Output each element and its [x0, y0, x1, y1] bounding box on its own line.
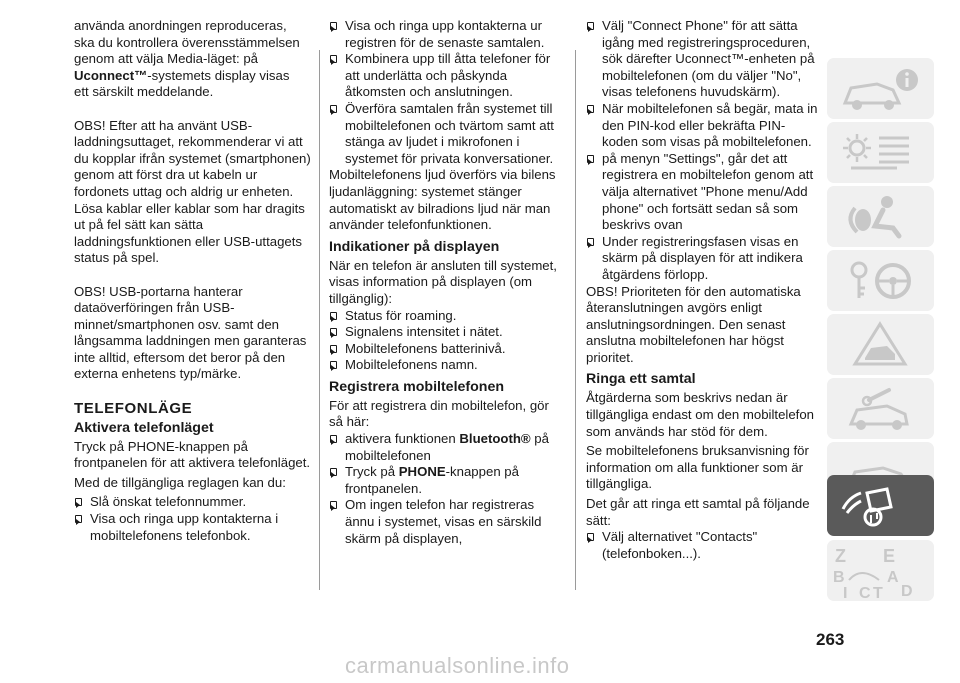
bullet-item: Tryck på PHONE-knappen på frontpanelen. [329, 464, 564, 497]
paragraph: För att registrera din mobiltelefon, gör så här: [329, 397, 549, 430]
index-letter: A [887, 569, 899, 586]
paragraph: Mobiltelefonens ljud överförs via bilens ljudanläggning: systemet stänger automatiskt av bilradions ljud när man använder telefonfunktionen. [329, 167, 556, 233]
bullet-item: Överföra samtalen från systemet till mobiltelefonen och tvärtom samt att stänga av ljudet i mikrofonen i systemet för privata konversationer. [329, 101, 564, 167]
tab-emergency[interactable] [827, 314, 934, 375]
bullet-item: När mobiltelefonen så begär, mata in den PIN-kod eller bekräfta PIN-koden som visas på mobiltelefonen. [586, 101, 821, 151]
index-letter: C [859, 585, 871, 601]
index-letter: Z [835, 546, 846, 566]
section-title: TELEFONLÄGE [74, 399, 193, 417]
paragraph: använda anordningen reproduceras, ska du kontrollera överensstämmelsen genom att välja Media-läget: på Uconnect™-systemets display visas ett särskilt meddelande. [74, 18, 300, 100]
bullet-item: Om ingen telefon har registreras ännu i systemet, visas en särskild skärm på displayen, [329, 497, 564, 547]
key-steering-icon [827, 250, 934, 311]
paragraph: OBS! USB-portarna hanterar dataöverföringen från USB-minnet/smartphonen osv. samt den långsamma laddningen men garanteras inte alltid, eftersom det beror på den externa enhetens typ/märke. [74, 283, 307, 382]
column-divider [319, 50, 320, 590]
tab-car-info[interactable] [827, 58, 934, 119]
paragraph: Se mobiltelefonens bruksanvisning för information om alla funktioner som är tillgängliga. [586, 443, 809, 492]
tab-dashboard[interactable] [827, 122, 934, 183]
bullet-item: Signalens intensitet i nätet. [329, 324, 564, 341]
bullet-item: Mobiltelefonens batterinivå. [329, 341, 564, 358]
paragraph: OBS! Efter att ha använt USB-laddningsuttaget, rekommenderar vi att du kopplar ifrån systemet (smartphonen) genom att först dra ut kabeln ur fordonets uttag och aldrig ur enheten. Lösa kablar eller kablar som har dragits ut på fel sätt kan sätta laddningsfunktionen eller USB-uttagets status på spel. [74, 117, 311, 266]
dashboard-lights-icon [827, 122, 934, 183]
bullet-item: på menyn "Settings", går det att registrera en mobiltelefon genom att välja alternativet "Phone menu/Add phone" och fortsätt sedan så som beskrivs ovan [586, 151, 821, 234]
tab-index[interactable] [827, 540, 934, 601]
subheading: Ringa ett samtal [586, 371, 696, 388]
column-2 [329, 18, 564, 547]
paragraph: OBS! Prioriteten för den automatiska återanslutningen avgörs enligt anslutningsordningen. Den senast anslutna mobiltelefonen har högst prioritet. [586, 283, 801, 365]
bullet-item: aktivera funktionen Bluetooth® på mobiltelefonen [329, 431, 564, 464]
page-number: 263 [816, 630, 845, 649]
watermark: carmanualsonline.info [345, 653, 570, 678]
paragraph: Åtgärderna som beskrivs nedan är tillgängliga endast om den mobiltelefon som används har stöd för dem. [586, 390, 814, 439]
subheading: Registrera mobiltelefonen [329, 378, 505, 395]
wrench-car-icon [827, 378, 934, 439]
subheading: Aktivera telefonläget [74, 419, 214, 436]
column-3 [586, 18, 821, 562]
tab-maintenance[interactable] [827, 378, 934, 439]
bullet-item: Slå önskat telefonnummer. [74, 494, 312, 511]
paragraph: Det går att ringa ett samtal på följande sätt: [586, 496, 810, 528]
column-divider [575, 50, 576, 590]
bullet-item: Mobiltelefonens namn. [329, 357, 564, 374]
index-letter: D [901, 583, 913, 600]
bullet-item: Välj alternativet "Contacts" (telefonboken...). [586, 529, 821, 562]
index-letter: I [843, 585, 848, 601]
car-info-icon [827, 58, 934, 119]
index-letter: B [833, 569, 845, 586]
paragraph: När en telefon är ansluten till systemet, visas information på displayen (om tillgänglig): [329, 257, 557, 306]
airbag-safety-icon [827, 186, 934, 247]
warning-breakdown-icon [827, 314, 934, 375]
index-letter: E [883, 546, 896, 566]
bullet-item: Välj "Connect Phone" för att sätta igång med registreringsproceduren, sök därefter Uconnect™-enheten på mobiltelefonen (om du väljer "No", visas telefonens huvudskärm). [586, 18, 821, 101]
bullet-item: Status för roaming. [329, 308, 564, 325]
bullet-item: Kombinera upp till åtta telefoner för att underlätta och påskynda åtkomsten och anslutningen. [329, 51, 564, 101]
paragraph: Tryck på PHONE-knappen på frontpanelen för att aktivera telefonläget. [74, 438, 311, 471]
index-letter: T [873, 585, 883, 601]
tab-safety[interactable] [827, 186, 934, 247]
tab-starting-driving[interactable] [827, 250, 934, 311]
bullet-item: Visa och ringa upp kontakterna i mobiltelefonens telefonbok. [74, 511, 312, 544]
paragraph: Med de tillgängliga reglagen kan du: [74, 474, 286, 490]
alphabetical-index-icon [827, 540, 934, 601]
tab-multimedia[interactable] [827, 475, 934, 536]
subheading: Indikationer på displayen [329, 238, 500, 255]
column-1 [74, 18, 312, 544]
multimedia-icon [827, 475, 934, 536]
bullet-item: Visa och ringa upp kontakterna ur registren för de senaste samtalen. [329, 18, 564, 51]
bullet-item: Under registreringsfasen visas en skärm på displayen för att indikera åtgärdens förlopp. [586, 234, 821, 284]
